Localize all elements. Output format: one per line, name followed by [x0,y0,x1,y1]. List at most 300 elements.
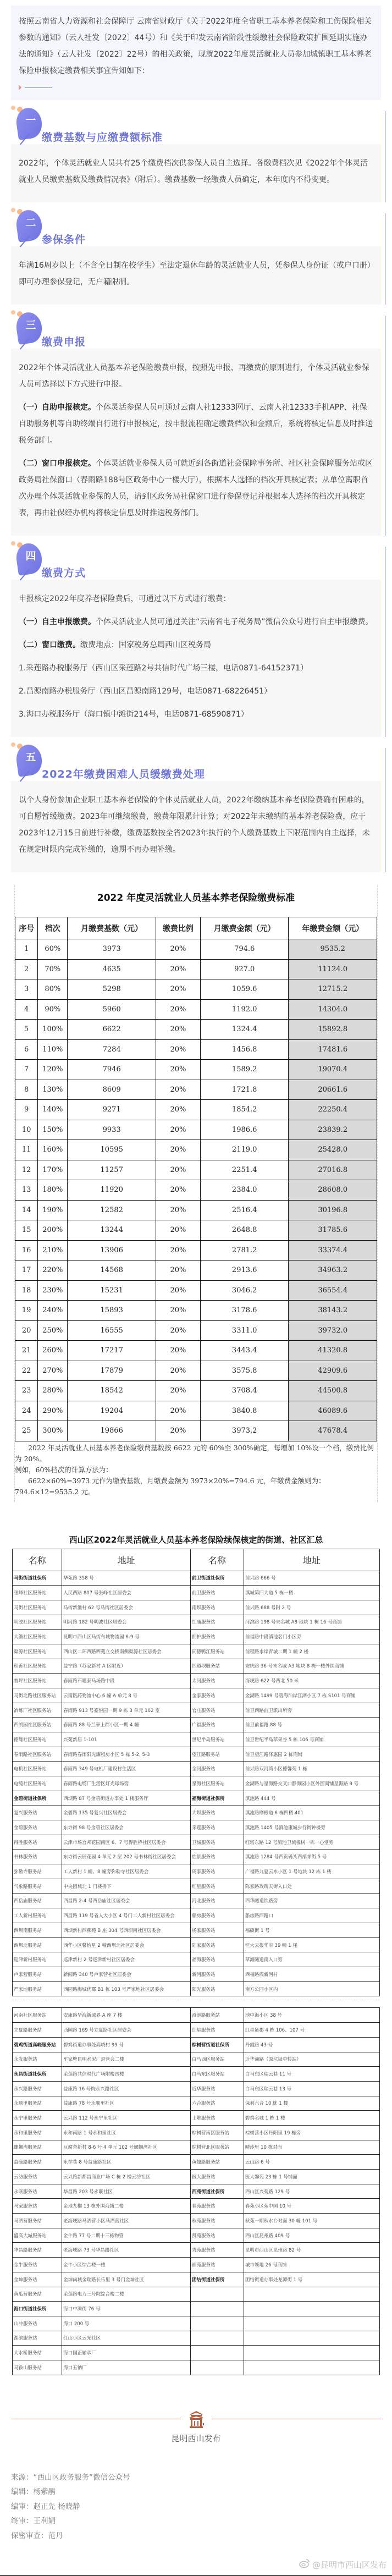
site-name: 前卫服务站 [190,1586,244,1600]
site-name: 马家服务站 [13,2199,62,2214]
site-name: 团结街道社保所 [190,2272,244,2287]
site-name: 白马西区服务站 [190,2052,244,2067]
table-cell: 19 [15,1301,38,1321]
table-cell: 13244 [68,1220,156,1241]
site-name: 电缆社区服务站 [13,1776,62,1791]
table-cell: 20% [156,1361,200,1381]
section-4 [11,536,381,737]
site-address: 白马东区瑞云巷 11 号 [244,2067,379,2082]
table-cell: 100% [38,1020,68,1040]
table-cell: 14304.0 [289,999,377,1020]
table-cell: 17481.6 [289,1039,377,1060]
section-body [11,246,381,305]
site-name [190,2360,244,2375]
site-address: 前卫世纪半岛苹果谷 5 栋 106 号商铺 [244,1732,379,1747]
intro-text: 按照云南省人力资源和社会保障厅 云南省财政厅《关于2022年度全省职工基本养老保险和工伤保险相关参数的通知》（云人社发〔2022〕44号）和《关于印发云南省阶段性缓缴社会保险政策扩围延期实施办法的通知》（云人社发〔2022〕22号）的相关政策，现就2022年度灵活就业人员参加城镇职工基本养老保险申报核定缴费相关事宜告知如下： [19,17,372,75]
site-name: 马洒营服务站 [13,2214,62,2228]
site-address: 马街新渔村 62 号马街社区居委会 [62,1600,191,1615]
column-header: 年缴费金额（元） [289,917,377,939]
site-address: 老海埂路马洒营小区马洒营社区 [62,2214,191,2228]
site-address: 春雨路 913 号豪悦园一期 9 栋 3 单元 102 室 [62,1703,191,1718]
site-address: 保利六合 10 栋 1 楼 [244,2096,379,2111]
table-cell: 33374.4 [289,1240,377,1261]
site-name: 春雨路社区服务站 [13,1747,62,1762]
paragraph-text: 申报核定2022年度养老保险费后，可通过以下方式进行缴费： [19,595,231,603]
site-address: 车家壁昆明水泥厂退管会二楼 [62,2052,191,2067]
page-break [12,2000,380,2007]
table-row [13,1879,380,1894]
site-address: 华昌路 203 号永联社区 [62,2184,191,2199]
site-address: 晴沙里 10 栋对面 [244,2140,379,2155]
table-cell: 20 [15,1320,38,1341]
section-number: 一 [25,114,36,126]
site-name: 马街社区服务站 [13,1600,62,1615]
table-row [15,1120,377,1140]
table-cell: 170% [38,1160,68,1180]
table-cell: 80% [38,979,68,1000]
table-cell: 1 [15,939,38,960]
site-address [244,2316,379,2331]
table-cell: 7946 [68,1060,156,1080]
site-name: 新河服务站 [190,1967,244,1982]
site-name: 土堆服务站 [190,2111,244,2126]
table-row [15,1020,377,1040]
table-cell: 41320.8 [289,1341,377,1361]
site-address: 安庆路 36 号未名城 A3 地块 8 栋一楼外围商铺 [244,1659,379,1674]
site-address: 棕树营小区丹阳里 19 栋旁 [244,2125,379,2140]
table-cell: 20661.6 [289,1080,377,1100]
table-row [13,1908,380,1923]
site-name: 湖滨服务站 [13,2331,62,2346]
site-name [190,2316,244,2331]
section-body [11,349,381,536]
site-name: 世纪半岛服务站 [190,1732,244,1747]
table-cell: 19204 [68,1401,156,1421]
table-row [15,1140,377,1160]
table-row [15,1301,377,1321]
column-header: 名称 [13,1549,62,1571]
table-cell: 120% [38,1060,68,1080]
site-name: 四道坝服务站 [190,1659,244,1674]
divider-line [25,87,52,88]
table-cell: 9535.2 [289,939,377,960]
section-paragraph [19,792,373,858]
site-name: 白马东区服务站 [190,2067,244,2082]
section-title: 2022年缴费困难人员缓缴费处理 [42,768,205,780]
table-row [13,2316,380,2331]
site-name: 渠源社区服务站 [13,1644,62,1659]
site-name: 金碧服务站 [13,1820,62,1835]
paragraph-lead: （二）窗口申报核定。 [19,459,96,468]
site-address: 工人新村 1 幢、8 幢旁弥勒寺社区居委会 [62,1864,191,1879]
site-address: 益宁路（苏家新村 A 区附近） [62,1659,191,1674]
table-cell: 6622 [68,1020,156,1040]
table-row [13,1835,380,1850]
table-cell: 300% [38,1421,68,1441]
site-address [244,2346,379,2360]
paragraph-text: 3.海口办税服务厅（海口镇中滩街214号，电话0871-68590871） [19,710,249,719]
site-name: 大水桥服务站 [13,2346,62,2360]
table-row [15,1261,377,1281]
credit-line: 编辑：杨紫鹃 [11,2487,56,2497]
table-cell: 17 [15,1261,38,1281]
site-address: 红星紫郡 4 栋 106、107 号 [244,2023,379,2038]
table-cell: 20% [156,1020,200,1040]
site-name: 前卫街道社保所 [190,1571,244,1586]
table-cell: 30196.8 [289,1200,377,1220]
table-row [13,2272,380,2287]
table-row [13,2184,380,2199]
site-address: 采莲路电力三号院综合楼二楼 [62,2287,191,2302]
section-title: 参保条件 [42,234,86,246]
site-name: 凯苑服务站 [190,2228,244,2243]
site-name: 红星服务站 [190,1879,244,1894]
site-name: 西苑街道社保所 [190,2184,244,2199]
table-cell: 190% [38,1200,68,1220]
table-row [13,2287,380,2302]
table-cell: 11 [15,1140,38,1160]
table-cell: 15892.8 [289,1020,377,1040]
table-cell: 13 [15,1180,38,1201]
table-row [13,1850,380,1864]
table-row [15,1160,377,1180]
paragraph-lead: （二）窗口缴费。 [19,641,80,649]
site-name: 滇池路服务站 [190,2008,244,2023]
site-address [244,2331,379,2346]
site-name: 马街街道社保所 [13,1571,62,1586]
site-address: 城市领地 26 号商铺 [244,2258,379,2272]
table-cell: 44500.8 [289,1381,377,1401]
table-cell: 18 [15,1280,38,1301]
table-row [13,1644,380,1659]
site-address: 春苑小区苑中园 10 号 [244,2199,379,2214]
site-name: 同德鸭江服务站 [190,1644,244,1659]
table-row [15,1280,377,1301]
site-address: 春雨路春雨阳光廉租房小区 5 栋 5-2, 5-3 [62,1747,191,1762]
site-address: 西园路海城优郡 B1 栋 103 号严家地社区居委会 [62,1981,191,1996]
table-cell: 110% [38,1039,68,1060]
table-row [15,1361,377,1381]
site-address: 西山区兴苑路 129 号 [244,2184,379,2199]
table-cell: 20% [156,1401,200,1421]
site-name: 卫城服务站 [190,1835,244,1850]
site-name: 马街北路社区服务站 [13,1688,62,1703]
article-footer [0,2408,392,2544]
site-name: 福海街道社保所 [190,1791,244,1806]
site-name: 太河服务站 [190,1674,244,1688]
weibo-watermark [299,2558,387,2571]
site-address: 金坤尚城金瑞路长乐里 3 号门金坤社区 [62,2272,191,2287]
table-cell: 21 [15,1341,38,1361]
decor-dot [11,541,15,546]
table-cell: 250% [38,1320,68,1341]
table-cell: 200% [38,1220,68,1241]
column-header: 档次 [38,917,68,939]
decor-dot [11,742,15,747]
section-2 [11,202,381,305]
site-address: 碧鸡名城 1 栋 1 楼 [244,2111,379,2126]
table-cell: 20% [156,1080,200,1100]
table-cell: 24 [15,1401,38,1421]
table-cell: 260% [38,1341,68,1361]
site-address: 春雨路电缆厂生活区灯光球场旁 [62,1776,191,1791]
table-cell: 7284 [68,1039,156,1060]
paragraph-text: 2022年，个体灵活就业人员共有25个缴费档次供参保人员自主选择。各缴费档次见《2022年个体灵活就业人员缴费基数及缴费情况表》（附后）。缴费基数一经缴费人员确定，本年度内不得变更。 [19,159,368,184]
table-row [15,1240,377,1261]
table-cell: 9271 [68,1100,156,1120]
column-header: 序号 [15,917,38,939]
table-row [15,1080,377,1100]
site-address: 前卫西路前卫派出所旁 [244,1703,379,1718]
table-cell: 210% [38,1240,68,1261]
site-name: 山冲服务站 [13,2316,62,2331]
table-cell: 2781.2 [200,1240,289,1261]
site-address: 永学巷 8 号益康路社区 [62,2155,191,2170]
table-row [15,999,377,1020]
table-row [13,2199,380,2214]
site-address: 海埂路 622 号西北 50 米 [244,1674,379,1688]
site-name [190,2287,244,2302]
table-cell: 270% [38,1361,68,1381]
site-address: 广福路九夏云水小区 1 号地块 12 栋 1 楼 [244,1864,379,1879]
table-cell: 20% [156,959,200,979]
site-address: 昆明市西山区马街东城物流园 6-9 号 [62,1630,191,1644]
site-name: 采莲服务站 [190,1820,244,1835]
table-cell: 160% [38,1140,68,1160]
table-cell: 23839.2 [289,1120,377,1140]
site-address: 永和南路 1 号永和里社区 [62,2125,191,2140]
site-address: 前福路中段滇池名门小区旁 [244,1630,379,1644]
site-address: 春雨路 349 号电机厂建设村生活区 [62,1762,191,1776]
section-1 [11,100,381,202]
table-row [13,2111,380,2126]
site-address: 前兴路 688 号附 2 号 [244,1600,379,1615]
table-cell: 39732.0 [289,1320,377,1341]
table-cell: 2251.4 [200,1160,289,1180]
table-cell: 18542 [68,1381,156,1401]
site-address [244,2302,379,2316]
table-row [13,2125,380,2140]
section-header [11,202,381,246]
table-row [15,1060,377,1080]
site-address: 老海埂路 73 号华昌路社区 [62,2243,191,2258]
paragraph-text: 1.采莲路办税服务厅（西山区采莲路2号共信时代广场三楼，电话0871-64152371） [19,664,308,673]
site-address: 益康路 16 号院永兴路社区 [62,2081,191,2096]
table-cell: 20% [156,1341,200,1361]
table-row [13,2228,380,2243]
site-name: 红庙服务站 [190,1615,244,1630]
site-name: 马鞍山服务站 [13,2360,62,2375]
table-row [13,2170,380,2184]
table-cell: 14 [15,1200,38,1220]
paragraph-lead: （一）自助申报核定。 [19,403,96,412]
site-address: 滇池路摩根道 6 栋四楼 401 [244,1806,379,1820]
table-cell: 46089.6 [289,1401,377,1421]
table-cell: 12715.2 [289,979,377,1000]
site-address: 前程路水岸青城二期 1 幢 2 楼 [244,1644,379,1659]
table-cell: 11920 [68,1180,156,1201]
site-address: 安康路华海新城界 A 座 7 楼 [62,2008,191,2023]
section-number: 三 [25,319,36,331]
credit-line: 编审：赵正先 杨晓静 [11,2502,80,2511]
site-name: 陆家服务站 [190,1937,244,1952]
table-cell: 15 [15,1220,38,1241]
table-cell: 7 [15,1060,38,1080]
site-name: 金坤服务站 [13,2272,62,2287]
section-number: 四 [25,550,36,562]
table-cell: 2648.8 [200,1220,289,1241]
site-name: 金河服务站 [190,1762,244,1776]
sections-container [0,100,392,872]
table-row [13,1615,380,1630]
site-address: 前兴路双河湾小区德馨苑 1 栋 [244,1762,379,1776]
sites-table-header-row [13,1549,380,1571]
site-address: 白马东区瑞云巷 13 号 [244,2081,379,2096]
site-name: 鱼翅路服务站 [190,2155,244,2170]
table-cell: 1192.0 [200,999,289,1020]
table-cell: 230% [38,1280,68,1301]
table-cell: 20% [156,1120,200,1140]
site-name: 工人新村服务站 [13,1908,62,1923]
triangle-icon [19,85,21,90]
table-row [13,2302,380,2316]
table-cell: 20% [156,999,200,1020]
column-header: 月缴费金额（元） [200,917,289,939]
credits-block [11,2470,381,2544]
table-cell: 36554.4 [289,1280,377,1301]
column-header: 缴费比例 [156,917,200,939]
table-row [13,1864,380,1879]
site-name: 书林服务站 [13,1850,62,1864]
site-address: 地中海小区 38 号 [244,2008,379,2023]
table-row [13,1630,380,1644]
table-row [13,1967,380,1982]
table-row [15,1381,377,1401]
table-cell: 240% [38,1301,68,1321]
section-paragraph [19,399,373,449]
table-cell: 20% [156,1280,200,1301]
table-cell: 20% [156,1421,200,1441]
site-name: 西岳庙服务站 [13,1894,62,1908]
paragraph-text: 年满16周岁以上（不含全日制在校学生）至法定退休年龄的灵活就业人员，凭参保人身份证（或户口册）即可办理参保登记，无户籍限制。 [19,261,371,287]
table-cell: 3840.8 [200,1401,289,1421]
site-name: 官庄服务站 [190,1703,244,1718]
site-address: 恒大云报华府 39 幢 1 楼 [244,1937,379,1952]
table-cell: 20% [156,939,200,960]
credit-line: 保密审查：范丹 [11,2531,63,2540]
site-address: 新闻路 340 号卢家营社区居委会 [62,1967,191,1982]
table-row [13,1776,380,1791]
site-address: 西华隧道铁路旁 [244,1894,379,1908]
table-cell: 25 [15,1421,38,1441]
intro-divider [19,84,373,91]
site-address: 西昌路 2-4 号西岳庙社区居委会 [62,1894,191,1908]
table-cell: 3973 [68,939,156,960]
site-address: 金牛路 77 号二期十三栋物管 [62,2228,191,2243]
table-cell: 20% [156,1320,200,1341]
table-row [15,1220,377,1241]
site-address: 滇池路 444 号 [244,1791,379,1806]
table-cell: 1854.2 [200,1100,289,1120]
site-name: 望江路服务站 [190,1747,244,1762]
fee-table-notes [15,1441,377,1502]
table-cell: 1721.8 [200,1080,289,1100]
paragraph-text: 2022年个体灵活就业人员基本养老保险缴费申报，按照先申报、再缴费的原则进行，个体灵活就业参保人员可选择以下方式进行申报。 [19,364,369,389]
site-address: 豆腐营新村 8-6 号 4 单元 102 号螺蛳湾社区 [62,2140,191,2155]
site-name: 卢家营服务站 [13,1967,62,1982]
site-name: 永昌街道社保所 [13,2067,62,2082]
table-cell: 20% [156,1060,200,1080]
site-name: 杨家服务站 [190,1923,244,1938]
paragraph-lead: （一）自主申报缴费。 [19,618,96,626]
section-3 [11,305,381,536]
site-address: 益康路 78 号永顺里社区 [62,2096,191,2111]
site-name [190,2302,244,2316]
table-cell: 130% [38,1080,68,1100]
site-name: 碧鸡街道高峣服务站 [13,2037,62,2052]
site-address: 中央团城北 1 门楼桥下 [62,1879,191,1894]
section-number: 二 [25,217,36,229]
site-name: 西坝北服务站 [13,1937,62,1952]
section-number: 五 [25,751,36,763]
site-name: 医大服务站 [190,2170,244,2184]
site-address: 碧鸡街道办事处高峣村 99 号 [62,2037,191,2052]
table-cell: 2384.0 [200,1180,289,1201]
table-row [13,2008,380,2023]
table-cell: 16555 [68,1320,156,1341]
table-row [13,1600,380,1615]
site-name: 怡景服务站 [190,1850,244,1864]
sites-table-title: 西山区2022年灵活就业人员基本养老保险续保核定的街道、社区汇总 [69,1534,323,1545]
table-cell: 4635 [68,959,156,979]
site-name: 金牛服务站 [13,2258,62,2272]
column-header: 地址 [244,1549,379,1571]
intro-block [11,5,381,100]
site-address: 草海隧道南入口旁 [244,1952,379,1967]
site-address: 海口五钠厂 [62,2360,191,2375]
table-row [13,1703,380,1718]
section-body [11,580,381,737]
table-row [15,1401,377,1421]
section-paragraph [19,257,373,290]
table-cell: 3311.0 [200,1320,289,1341]
site-name: 永顺里服务站 [13,2096,62,2111]
site-name: 西坝南服务站 [13,1923,62,1938]
table-cell: 1324.4 [200,1020,289,1040]
table-cell: 5960 [68,999,156,1020]
paragraph-text: 缴费地点：国家税务总局西山区税务局 [80,641,211,649]
table-row [15,959,377,979]
table-cell: 20% [156,979,200,1000]
site-name: 盛高大城服务站 [13,2228,62,2243]
site-name: 秀苑服务站 [190,2243,244,2258]
site-name: 周家服务站 [190,1864,244,1879]
table-cell: 4 [15,999,38,1020]
site-name: 弥勒寺服务站 [13,1864,62,1879]
table-row [13,1923,380,1938]
paragraph-text: 个体灵活就业参保人员可就近到各街道社会保障事务所、社区社会保障服务站或区政务局社保窗口（春雨路188号区政务中心一楼大厅），根据本人选择的档次开具核定表；从单位离职首次办理个体灵活就业参保的人员，请到区政务局社保窗口进行参保登记并根据本人选择的档次开具核定表，再由社保经办机构将核定信息及时推送税务部门。 [19,459,373,518]
table-cell: 927.0 [200,959,289,979]
site-address: 人民西路 807 号张峰社区居委会 [62,1586,191,1600]
site-name: 冶炼厂社区服务站 [13,1703,62,1718]
table-row [13,2037,380,2052]
site-name: 螺蛳湾服务站 [13,2140,62,2155]
site-name: 船房服务站 [190,1908,244,1923]
note-line: 例如，60%档次的计算方法为： [15,1465,113,1474]
site-address: 金湖路 1499 号碧海泊岸江湖小区 7 栋 S101 号商铺 [244,1688,379,1703]
table-cell: 10 [15,1120,38,1140]
site-address: 金牛小区综合楼一楼 [62,2258,191,2272]
